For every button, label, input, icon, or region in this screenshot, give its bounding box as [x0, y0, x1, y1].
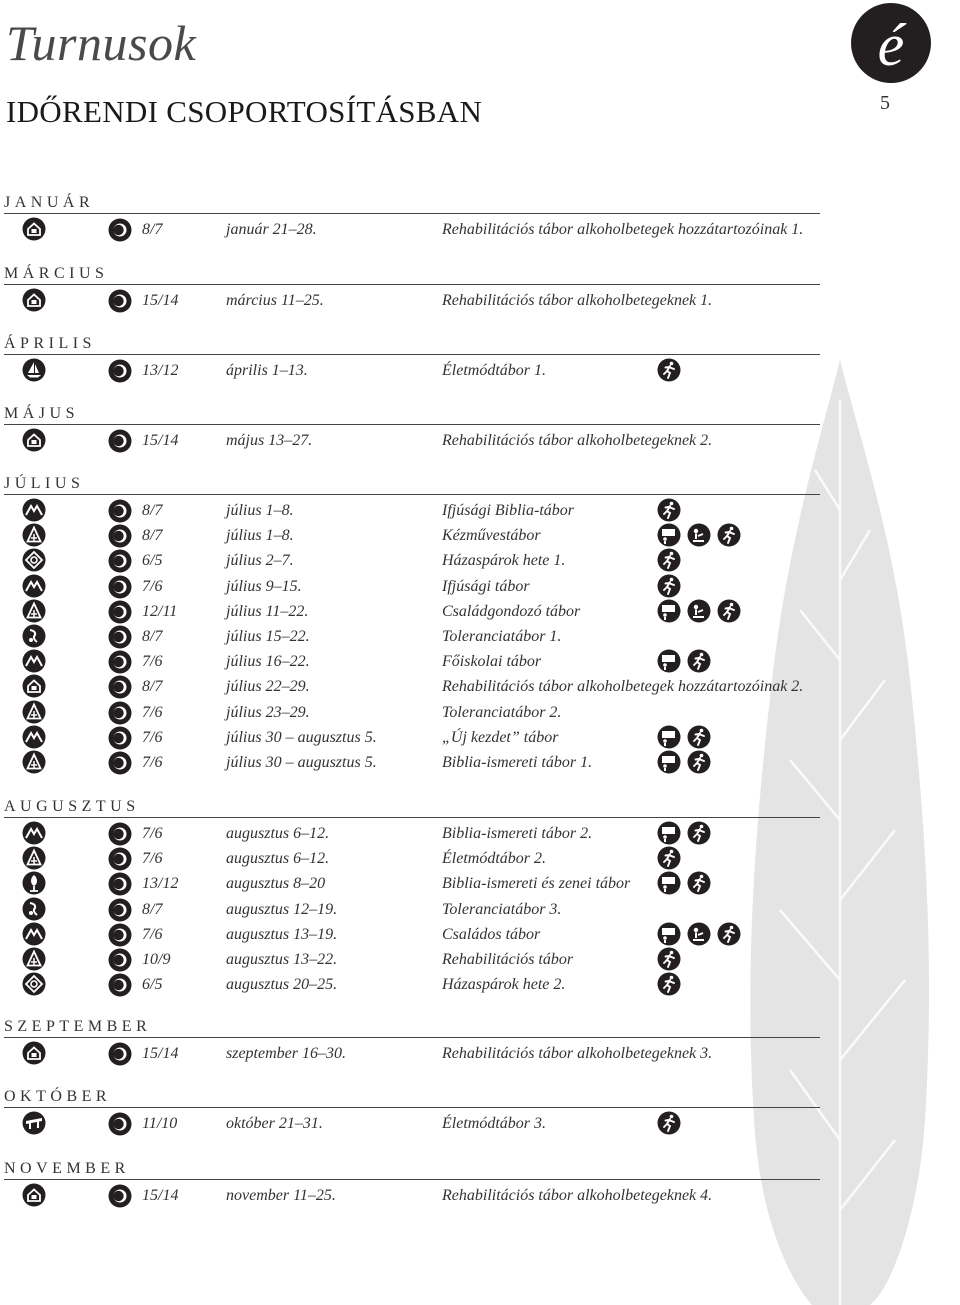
- activity-icons: [657, 871, 711, 896]
- house-icon: [22, 674, 46, 698]
- activity-icons: [657, 821, 711, 846]
- session-description: „Új kezdet” tábor: [442, 728, 559, 746]
- activity-icons: [657, 1111, 681, 1136]
- schedule-row: [0, 897, 960, 922]
- sun-icon: [108, 359, 132, 383]
- runner-icon: [717, 599, 741, 623]
- schedule-row: [0, 821, 960, 846]
- sun-icon: [108, 822, 132, 846]
- sailboat-icon: [22, 358, 46, 382]
- session-dates: október 21–31.: [226, 1115, 323, 1132]
- schedule-row: [0, 288, 960, 313]
- activity-icons: [657, 599, 741, 624]
- activity-icons: [657, 947, 681, 972]
- session-dates: november 11–25.: [226, 1187, 336, 1204]
- runner-icon: [717, 922, 741, 946]
- schedule-row: [0, 700, 960, 725]
- month-heading: AUGUSZTUS: [4, 798, 820, 818]
- session-description: Életmódtábor 2.: [442, 850, 546, 868]
- runner-icon: [687, 725, 711, 749]
- session-description: Biblia-ismereti és zenei tábor: [442, 875, 631, 893]
- session-days: 7/6: [142, 577, 163, 595]
- session-days: 6/5: [142, 552, 163, 570]
- activity-icons: [657, 922, 741, 947]
- schedule-row: [0, 217, 960, 242]
- lecture-icon: [657, 523, 681, 547]
- runner-icon: [657, 846, 681, 870]
- session-days: 7/6: [142, 728, 163, 746]
- session-days: 6/5: [142, 976, 163, 994]
- schedule-row: [0, 358, 960, 383]
- session-dates: július 22–29.: [226, 678, 310, 696]
- session-days: 8/7: [142, 678, 163, 696]
- session-dates: augusztus 12–19.: [226, 900, 338, 918]
- session-dates: március 11–25.: [226, 292, 324, 309]
- session-days: 8/7: [142, 527, 163, 545]
- house-icon: [22, 288, 46, 312]
- schedule-row: [0, 523, 960, 548]
- session-days: 7/6: [142, 703, 163, 721]
- schedule-row: [0, 846, 960, 871]
- mountain-icon: [22, 922, 46, 946]
- schedule-row: [0, 1111, 960, 1136]
- schedule-row: [0, 922, 960, 947]
- tent-icon: [22, 523, 46, 547]
- session-dates: július 2–7.: [226, 552, 294, 570]
- session-description: Főiskolai tábor: [442, 653, 542, 671]
- runner-icon: [657, 972, 681, 996]
- schedule-row: [0, 972, 960, 997]
- month-heading: SZEPTEMBER: [4, 1018, 820, 1038]
- session-description: Rehabilitációs tábor: [442, 951, 574, 968]
- session-days: 15/14: [142, 432, 179, 449]
- activity-icons: [657, 498, 681, 523]
- mountain-icon: [22, 649, 46, 673]
- activity-icons: [657, 846, 681, 871]
- runner-icon: [717, 523, 741, 547]
- session-description: Biblia-ismereti tábor 1.: [442, 754, 593, 771]
- schedule-row: [0, 498, 960, 523]
- page-number: 5: [880, 92, 890, 114]
- activity-icons: [657, 750, 711, 775]
- sun-icon: [108, 1042, 132, 1066]
- session-dates: szeptember 16–30.: [226, 1045, 346, 1062]
- session-dates: május 13–27.: [226, 432, 313, 449]
- sun-icon: [108, 575, 132, 599]
- session-days: 15/14: [142, 1045, 179, 1062]
- sun-icon: [108, 218, 132, 242]
- sun-icon: [108, 429, 132, 453]
- session-description: Biblia-ismereti tábor 2.: [442, 825, 593, 842]
- sun-icon: [108, 847, 132, 871]
- tree-icon: [22, 871, 46, 895]
- session-description: Toleranciatábor 1.: [442, 628, 562, 645]
- schedule-row: [0, 1183, 960, 1208]
- activity-icons: [657, 649, 711, 674]
- lecture-icon: [657, 922, 681, 946]
- runner-icon: [657, 498, 681, 522]
- mountain-icon: [22, 574, 46, 598]
- page-title: Turnusok: [6, 15, 197, 71]
- logo-letter: é: [877, 12, 905, 78]
- sun-icon: [108, 625, 132, 649]
- session-description: Ifjúsági tábor: [442, 577, 530, 595]
- schedule-row: [0, 599, 960, 624]
- activity-icons: [657, 972, 681, 997]
- sun-icon: [108, 499, 132, 523]
- tent-icon: [22, 947, 46, 971]
- sun-icon: [108, 973, 132, 997]
- month-heading: JANUÁR: [4, 194, 820, 214]
- session-dates: augusztus 13–19.: [226, 925, 338, 943]
- session-days: 15/14: [142, 1187, 179, 1204]
- lake-icon: [22, 897, 46, 921]
- session-dates: július 15–22.: [226, 628, 310, 645]
- session-days: 13/12: [142, 362, 179, 379]
- session-dates: július 16–22.: [226, 653, 310, 671]
- month-heading: NOVEMBER: [4, 1160, 820, 1180]
- session-description: Családos tábor: [442, 925, 541, 943]
- session-dates: július 1–8.: [226, 527, 294, 545]
- session-dates: augusztus 6–12.: [226, 850, 330, 868]
- session-days: 12/11: [142, 602, 178, 620]
- sun-icon: [108, 898, 132, 922]
- runner-icon: [687, 649, 711, 673]
- sun-icon: [108, 549, 132, 573]
- tent-icon: [22, 599, 46, 623]
- mountain-icon: [22, 725, 46, 749]
- session-description: Rehabilitációs tábor alkoholbetegek hozzátartozóinak 2.: [442, 678, 804, 696]
- session-description: Házaspárok hete 1.: [442, 552, 566, 570]
- session-days: 15/14: [142, 292, 179, 309]
- schedule-row: [0, 1041, 960, 1066]
- sun-icon: [108, 948, 132, 972]
- lecture-icon: [657, 649, 681, 673]
- session-dates: január 21–28.: [226, 221, 317, 238]
- mountain-icon: [22, 498, 46, 522]
- schedule-row: [0, 649, 960, 674]
- session-days: 7/6: [142, 850, 163, 868]
- session-days: 7/6: [142, 653, 163, 671]
- tent-icon: [22, 700, 46, 724]
- sun-icon: [108, 289, 132, 313]
- activity-icons: [657, 523, 741, 548]
- sun-icon: [108, 751, 132, 775]
- activity-icons: [657, 358, 681, 383]
- session-dates: augusztus 20–25.: [226, 976, 338, 994]
- house-icon: [22, 1183, 46, 1207]
- schedule-row: [0, 674, 960, 699]
- sun-icon: [108, 650, 132, 674]
- session-description: Rehabilitációs tábor alkoholbetegek hozzátartozóinak 1.: [442, 221, 804, 238]
- session-description: Kézművestábor: [442, 527, 541, 545]
- session-description: Rehabilitációs tábor alkoholbetegeknek 4.: [442, 1187, 713, 1204]
- lecture-icon: [657, 599, 681, 623]
- month-heading: MÁJUS: [4, 405, 820, 425]
- pavilion-icon: [22, 1111, 46, 1135]
- tent-icon: [22, 846, 46, 870]
- lecture-icon: [657, 871, 681, 895]
- session-dates: augusztus 8–20: [226, 875, 326, 893]
- schedule-row: [0, 574, 960, 599]
- session-days: 8/7: [142, 221, 163, 238]
- runner-icon: [687, 821, 711, 845]
- runner-icon: [657, 574, 681, 598]
- schedule-row: [0, 428, 960, 453]
- sun-icon: [108, 675, 132, 699]
- session-description: Toleranciatábor 2.: [442, 703, 562, 721]
- sun-icon: [108, 701, 132, 725]
- runner-icon: [657, 1111, 681, 1135]
- session-days: 10/9: [142, 951, 171, 968]
- sun-icon: [108, 872, 132, 896]
- session-description: Toleranciatábor 3.: [442, 900, 562, 918]
- schedule-row: [0, 624, 960, 649]
- session-days: 8/7: [142, 900, 163, 918]
- session-description: Életmódtábor 3.: [442, 1115, 546, 1132]
- session-dates: július 1–8.: [226, 502, 294, 519]
- craft-icon: [687, 523, 711, 547]
- session-description: Rehabilitációs tábor alkoholbetegeknek 1.: [442, 292, 713, 309]
- logo-icon: [850, 2, 932, 84]
- session-dates: augusztus 6–12.: [226, 825, 330, 842]
- schedule-row: [0, 548, 960, 573]
- session-days: 8/7: [142, 628, 163, 645]
- session-dates: április 1–13.: [226, 362, 308, 379]
- session-dates: július 11–22.: [226, 602, 309, 620]
- schedule-row: [0, 750, 960, 775]
- house-icon: [22, 428, 46, 452]
- session-days: 8/7: [142, 502, 163, 519]
- craft-icon: [687, 922, 711, 946]
- session-days: 7/6: [142, 754, 163, 771]
- session-description: Rehabilitációs tábor alkoholbetegeknek 2.: [442, 432, 713, 449]
- sun-icon: [108, 524, 132, 548]
- session-days: 7/6: [142, 925, 163, 943]
- month-heading: ÁPRILIS: [4, 335, 820, 355]
- house-icon: [22, 217, 46, 241]
- runner-icon: [657, 358, 681, 382]
- activity-icons: [657, 548, 681, 573]
- month-heading: MÁRCIUS: [4, 265, 820, 285]
- lake-icon: [22, 624, 46, 648]
- schedule-row: [0, 947, 960, 972]
- session-days: 13/12: [142, 875, 179, 893]
- session-dates: július 9–15.: [226, 577, 302, 595]
- runner-icon: [657, 947, 681, 971]
- page-subtitle: IDŐRENDI CSOPORTOSÍTÁSBAN: [6, 94, 483, 129]
- session-days: 11/10: [142, 1115, 178, 1132]
- sun-icon: [108, 1112, 132, 1136]
- session-dates: július 30 – augusztus 5.: [226, 728, 377, 746]
- runner-icon: [657, 548, 681, 572]
- sun-icon: [108, 600, 132, 624]
- month-heading: OKTÓBER: [4, 1088, 820, 1108]
- lecture-icon: [657, 725, 681, 749]
- session-description: Családgondozó tábor: [442, 602, 581, 620]
- session-days: 7/6: [142, 825, 163, 842]
- session-dates: július 23–29.: [226, 703, 310, 721]
- month-heading: JÚLIUS: [4, 475, 820, 495]
- diamond-icon: [22, 972, 46, 996]
- lecture-icon: [657, 750, 681, 774]
- runner-icon: [687, 750, 711, 774]
- session-description: Házaspárok hete 2.: [442, 976, 566, 994]
- sun-icon: [108, 923, 132, 947]
- session-description: Rehabilitációs tábor alkoholbetegeknek 3.: [442, 1045, 713, 1062]
- diamond-icon: [22, 548, 46, 572]
- session-description: Ifjúsági Biblia-tábor: [442, 502, 574, 519]
- activity-icons: [657, 725, 711, 750]
- sun-icon: [108, 1184, 132, 1208]
- mountain-icon: [22, 821, 46, 845]
- schedule-row: [0, 871, 960, 896]
- activity-icons: [657, 574, 681, 599]
- craft-icon: [687, 599, 711, 623]
- runner-icon: [687, 871, 711, 895]
- session-description: Életmódtábor 1.: [442, 362, 546, 379]
- session-dates: július 30 – augusztus 5.: [226, 754, 377, 771]
- schedule-row: [0, 725, 960, 750]
- lecture-icon: [657, 821, 681, 845]
- tent-icon: [22, 750, 46, 774]
- house-icon: [22, 1041, 46, 1065]
- sun-icon: [108, 726, 132, 750]
- session-dates: augusztus 13–22.: [226, 951, 338, 968]
